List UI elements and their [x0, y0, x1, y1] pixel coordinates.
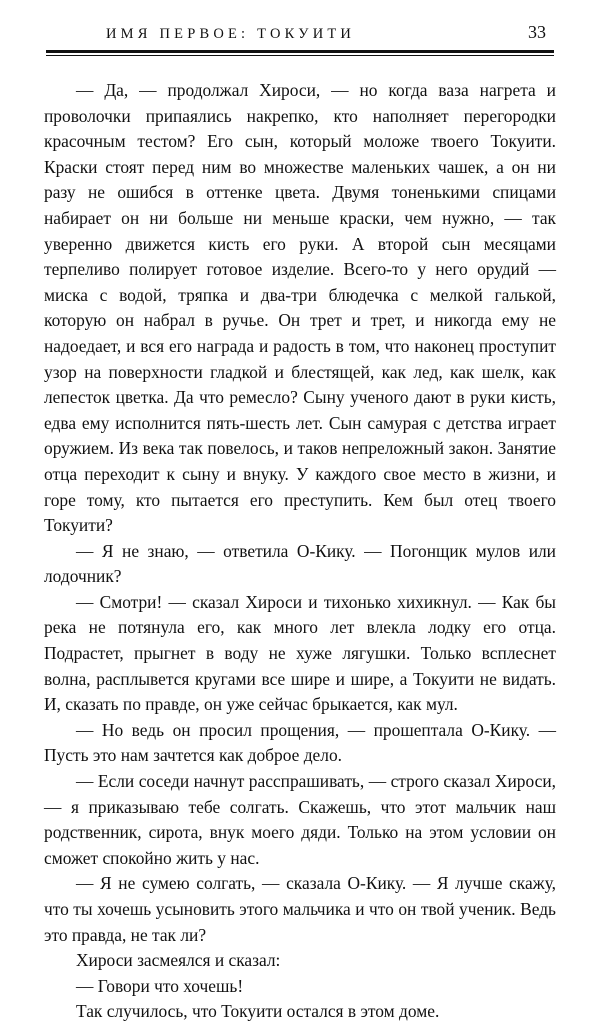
body-text	[44, 78, 556, 1025]
rule-thick	[46, 50, 554, 53]
paragraph: — Но ведь он просил прощения, — прошептала О-Кику. — Пусть это нам зачтется как доброе дело.	[44, 719, 556, 766]
paragraph: — Говори что хочешь!	[76, 975, 244, 996]
page-number: 33	[528, 22, 546, 42]
paragraph: Хироси засмеялся и сказал:	[76, 950, 281, 971]
paragraph: Так случилось, что Токуити остался в этом доме.	[76, 1001, 440, 1022]
running-title: ИМЯ ПЕРВОЕ: ТОКУИТИ	[106, 26, 356, 42]
paragraph: — Я не сумею солгать, — сказала О-Кику. — Я лучше скажу, что ты хочешь усыновить этого мальчика и что он твой ученик. Ведь это правда, не так ли?	[44, 873, 556, 945]
paragraph: — Да, — продолжал Хироси, — но когда ваза нагрета и проволочки припаялись накрепко, кто наполняет перегородки красочным тестом? Его сын, который моложе твоего Токуити. Краски стоят перед ним во множестве маленьких чашек, а он ни разу не ошибся в оттенке цвета. Двумя тоненькими спицами набирает он ни больше ни меньше краски, чем нужно, — так уверенно движется кисть его руки. А второй сын месяцами терпеливо полирует готовое изделие. Всего-то у него орудий — миска с водой, тряпка и два-три блюдечка с мелкой галькой, которую он набрал в ручье. Он трет и трет, и никогда ему не надоедает, и вся его награда и радость в том, что наконец проступит узор на поверхности гладкой и блестящей, как лед, как шелк, как лепесток цветка. Да что ремесло? Сыну ученого дают в руки кисть, едва ему исполнится пять-шесть лет. Сын самурая с детства играет оружием. Из века так повелось, и таков непреложный закон. Занятие отца переходит к сыну и внуку. У каждого свое место в жизни, и горе тому, кто пытается его преступить. Кем был отец твоего Токуити?	[44, 80, 556, 536]
paragraph: — Я не знаю, — ответила О-Кику. — Погонщик мулов или лодочник?	[44, 540, 556, 587]
rule-thin	[46, 55, 554, 56]
page-header	[44, 22, 556, 43]
paragraph: — Если соседи начнут расспрашивать, — строго сказал Хироси, — я приказываю тебе солгать. Скажешь, что этот мальчик наш родственник, сирота, внук моего дяди. Только на этом условии он сможет спокойно жить у нас.	[44, 771, 556, 868]
header-rule	[44, 50, 556, 56]
paragraph: — Смотри! — сказал Хироси и тихонько хихикнул. — Как бы река не потянула его, как много лет влекла лодку его отца. Подрастет, прыгнет в воду не хуже лягушки. Только всплеснет волна, расплывется кругами все шире и шире, а Токуити не видать. И, сказать по правде, он уже сейчас брыкается, как мул.	[44, 591, 556, 715]
